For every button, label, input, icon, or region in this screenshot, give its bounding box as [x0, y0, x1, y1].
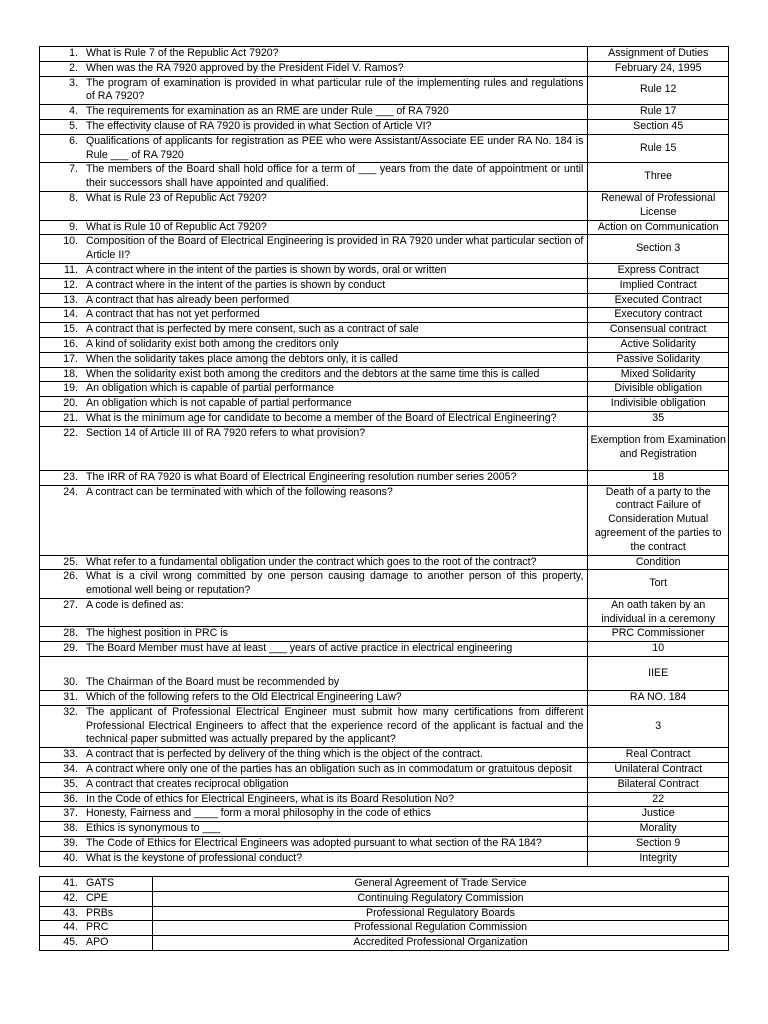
qa-row	[40, 691, 729, 706]
qa-row	[40, 627, 729, 642]
question-number: 6.	[69, 134, 78, 147]
question-cell	[40, 278, 588, 293]
abbreviation-row	[40, 891, 729, 906]
question-number: 29.	[63, 642, 78, 655]
qa-row	[40, 134, 729, 163]
question-cell	[40, 134, 588, 163]
question-text: The requirements for examination as an RME are under Rule ___ of RA 7920	[86, 105, 449, 118]
answer-cell: 3	[588, 705, 729, 747]
question-text: In the Code of ethics for Electrical Engineers, what is its Board Resolution No?	[86, 792, 455, 805]
qa-row	[40, 278, 729, 293]
question-number: 38.	[63, 822, 78, 835]
answer-cell: Active Solidarity	[588, 337, 729, 352]
qa-row	[40, 426, 729, 470]
meaning-cell: General Agreement of Trade Service	[153, 877, 729, 892]
abbreviation-number: 42.	[63, 891, 78, 904]
abbreviation-cell	[40, 906, 153, 921]
question-text: A contract where only one of the parties has an obligation such as in commodatum or gratuitous deposit	[86, 763, 572, 776]
qa-row	[40, 367, 729, 382]
qa-row	[40, 411, 729, 426]
abbreviation-row	[40, 921, 729, 936]
qa-row	[40, 235, 729, 264]
question-text: What refer to a fundamental obligation under the contract which goes to the root of the contract?	[86, 555, 537, 568]
question-cell	[40, 807, 588, 822]
answer-cell: Tort	[588, 570, 729, 599]
question-number: 35.	[63, 777, 78, 790]
question-number: 16.	[63, 337, 78, 350]
answer-cell: Implied Contract	[588, 278, 729, 293]
qa-row	[40, 642, 729, 657]
question-cell	[40, 598, 588, 627]
qa-row	[40, 777, 729, 792]
question-cell	[40, 235, 588, 264]
question-text: Ethics is synonymous to ___	[86, 822, 221, 835]
answer-cell: Consensual contract	[588, 323, 729, 338]
qa-row	[40, 323, 729, 338]
question-cell	[40, 61, 588, 76]
qa-row	[40, 61, 729, 76]
abbreviation-cell	[40, 877, 153, 892]
qa-row	[40, 263, 729, 278]
qa-row	[40, 105, 729, 120]
abbreviation-text: CPE	[86, 891, 108, 904]
qa-row	[40, 47, 729, 62]
question-cell	[40, 382, 588, 397]
question-number: 24.	[63, 485, 78, 498]
question-number: 14.	[63, 308, 78, 321]
qa-row	[40, 748, 729, 763]
abbreviation-text: PRC	[86, 921, 109, 934]
question-number: 19.	[63, 382, 78, 395]
question-cell	[40, 47, 588, 62]
question-text: Composition of the Board of Electrical Engineering is provided in RA 7920 under what particular section of Article II?	[86, 235, 584, 262]
answer-cell: Bilateral Contract	[588, 777, 729, 792]
answer-cell: Rule 12	[588, 76, 729, 105]
question-number: 25.	[63, 555, 78, 568]
question-number: 28.	[63, 627, 78, 640]
question-number: 36.	[63, 792, 78, 805]
qa-row	[40, 397, 729, 412]
question-text: A contract can be terminated with which of the following reasons?	[86, 485, 393, 498]
question-number: 21.	[63, 411, 78, 424]
abbreviation-number: 45.	[63, 936, 78, 949]
abbreviation-number: 41.	[63, 877, 78, 889]
question-cell	[40, 352, 588, 367]
question-text: A contract where in the intent of the parties is shown by words, oral or written	[86, 263, 447, 276]
question-number: 23.	[63, 470, 78, 483]
answer-cell: 18	[588, 470, 729, 485]
answer-cell: Real Contract	[588, 748, 729, 763]
question-number: 2.	[69, 61, 78, 74]
question-cell	[40, 555, 588, 570]
question-text: What is the keystone of professional conduct?	[86, 851, 303, 864]
qa-row	[40, 191, 729, 220]
question-number: 7.	[69, 163, 78, 176]
question-cell	[40, 470, 588, 485]
question-text: A contract that is perfected by mere consent, such as a contract of sale	[86, 323, 419, 336]
answer-cell: Section 9	[588, 837, 729, 852]
abbreviation-table	[39, 876, 729, 951]
qa-row	[40, 807, 729, 822]
answer-cell: 35	[588, 411, 729, 426]
meaning-cell: Accredited Professional Organization	[153, 936, 729, 951]
question-cell	[40, 570, 588, 599]
answer-cell: An oath taken by an individual in a ceremony	[588, 598, 729, 627]
qa-row	[40, 705, 729, 747]
question-number: 3.	[69, 76, 78, 89]
abbreviation-number: 43.	[63, 906, 78, 919]
question-number: 22.	[63, 426, 78, 439]
question-number: 34.	[63, 763, 78, 776]
answer-cell: Justice	[588, 807, 729, 822]
abbreviation-text: PRBs	[86, 906, 114, 919]
question-cell	[40, 263, 588, 278]
answer-cell: Death of a party to the contract Failure of Consideration Mutual agreement of the parties to the contract	[588, 485, 729, 555]
meaning-cell: Continuing Regulatory Commission	[153, 891, 729, 906]
question-cell	[40, 426, 588, 470]
question-text: The Board Member must have at least ___ years of active practice in electrical engineering	[86, 642, 513, 655]
question-text: The members of the Board shall hold office for a term of ___ years from the date of appointment or until their successors shall have appointed and qualified.	[86, 163, 584, 190]
question-number: 5.	[69, 119, 78, 132]
abbreviation-number: 44.	[63, 921, 78, 934]
answer-cell: PRC Commissioner	[588, 627, 729, 642]
question-text: Section 14 of Article III of RA 7920 refers to what provision?	[86, 426, 366, 439]
answer-cell: Integrity	[588, 851, 729, 866]
qa-row	[40, 163, 729, 192]
question-number: 31.	[63, 691, 78, 704]
qa-row	[40, 119, 729, 134]
question-text: The applicant of Professional Electrical Engineer must submit how many certifications from different Professional Electrical Engineers to affect that the experience record of the applicant is factual and the technical paper submitted was actually prepared by the applicant?	[86, 705, 584, 746]
answer-cell: Section 3	[588, 235, 729, 264]
question-cell	[40, 792, 588, 807]
question-cell	[40, 837, 588, 852]
question-number: 27.	[63, 598, 78, 611]
question-text: A contract that has already been performed	[86, 293, 290, 306]
abbreviation-cell	[40, 936, 153, 951]
question-number: 4.	[69, 105, 78, 118]
qa-table	[39, 46, 729, 867]
question-text: A code is defined as:	[86, 598, 184, 611]
question-cell	[40, 367, 588, 382]
answer-cell: 22	[588, 792, 729, 807]
question-number: 30.	[63, 676, 78, 689]
answer-cell: Renewal of Professional License	[588, 191, 729, 220]
answer-cell: RA NO. 184	[588, 691, 729, 706]
qa-row	[40, 763, 729, 778]
question-cell	[40, 763, 588, 778]
answer-cell: Express Contract	[588, 263, 729, 278]
question-text: What is Rule 23 of Republic Act 7920?	[86, 191, 267, 204]
answer-cell: Executed Contract	[588, 293, 729, 308]
question-number: 20.	[63, 397, 78, 410]
question-text: A contract where in the intent of the parties is shown by conduct	[86, 278, 386, 291]
question-text: When the solidarity exist both among the creditors and the debtors at the same time this is called	[86, 367, 540, 380]
qa-row	[40, 837, 729, 852]
question-cell	[40, 105, 588, 120]
qa-row	[40, 352, 729, 367]
question-number: 12.	[63, 278, 78, 291]
question-number: 33.	[63, 748, 78, 761]
question-cell	[40, 485, 588, 555]
question-text: The Chairman of the Board must be recommended by	[86, 676, 340, 689]
question-number: 15.	[63, 323, 78, 336]
question-cell	[40, 691, 588, 706]
question-number: 10.	[63, 235, 78, 248]
answer-cell: Rule 15	[588, 134, 729, 163]
question-cell	[40, 191, 588, 220]
question-number: 17.	[63, 352, 78, 365]
question-number: 39.	[63, 837, 78, 850]
question-number: 26.	[63, 570, 78, 583]
question-number: 18.	[63, 367, 78, 380]
meaning-cell: Professional Regulation Commission	[153, 921, 729, 936]
qa-row	[40, 470, 729, 485]
qa-row	[40, 570, 729, 599]
question-cell	[40, 627, 588, 642]
qa-row	[40, 485, 729, 555]
answer-cell: Divisible obligation	[588, 382, 729, 397]
question-cell	[40, 119, 588, 134]
answer-cell: February 24, 1995	[588, 61, 729, 76]
question-cell	[40, 397, 588, 412]
question-text: The Code of Ethics for Electrical Engineers was adopted pursuant to what section of the RA 184?	[86, 837, 542, 850]
question-number: 11.	[64, 263, 78, 276]
abbreviation-row	[40, 936, 729, 951]
qa-row	[40, 792, 729, 807]
question-text: Honesty, Fairness and ____ form a moral philosophy in the code of ethics	[86, 807, 431, 820]
answer-cell: Assignment of Duties	[588, 47, 729, 62]
qa-row	[40, 822, 729, 837]
meaning-cell: Professional Regulatory Boards	[153, 906, 729, 921]
question-cell	[40, 293, 588, 308]
question-cell	[40, 851, 588, 866]
question-text: The effectivity clause of RA 7920 is provided in what Section of Article VI?	[86, 119, 432, 132]
answer-cell: Unilateral Contract	[588, 763, 729, 778]
answer-cell: Condition	[588, 555, 729, 570]
abbreviation-cell	[40, 891, 153, 906]
answer-cell: Three	[588, 163, 729, 192]
abbreviation-row	[40, 906, 729, 921]
answer-cell: Mixed Solidarity	[588, 367, 729, 382]
question-text: Which of the following refers to the Old Electrical Engineering Law?	[86, 691, 402, 704]
question-text: The program of examination is provided in what particular rule of the implementing rules and regulations of RA 7920?	[86, 76, 584, 103]
question-text: An obligation which is capable of partial performance	[86, 382, 334, 395]
question-text: The highest position in PRC is	[86, 627, 228, 640]
question-cell	[40, 748, 588, 763]
question-cell	[40, 76, 588, 105]
question-cell	[40, 308, 588, 323]
question-number: 32.	[63, 705, 78, 718]
question-text: What is Rule 7 of the Republic Act 7920?	[86, 47, 279, 59]
abbreviation-table-body	[40, 877, 729, 951]
abbreviation-text: APO	[86, 936, 109, 949]
abbreviation-text: GATS	[86, 877, 115, 889]
qa-row	[40, 220, 729, 235]
qa-row	[40, 308, 729, 323]
answer-cell: 10	[588, 642, 729, 657]
question-number: 9.	[69, 220, 78, 233]
question-cell	[40, 220, 588, 235]
question-number: 8.	[69, 191, 78, 204]
answer-cell: Action on Communication	[588, 220, 729, 235]
question-text: When the solidarity takes place among the debtors only, it is called	[86, 352, 398, 365]
question-cell	[40, 163, 588, 192]
question-number: 1.	[69, 47, 78, 59]
question-text: Qualifications of applicants for registration as PEE who were Assistant/Associate EE under RA No. 184 is Rule ___ of RA 7920	[86, 134, 584, 161]
question-text: A kind of solidarity exist both among the creditors only	[86, 337, 339, 350]
question-cell	[40, 705, 588, 747]
question-text: A contract that has not yet performed	[86, 308, 260, 321]
answer-cell: Rule 17	[588, 105, 729, 120]
qa-row	[40, 851, 729, 866]
answer-cell: Executory contract	[588, 308, 729, 323]
qa-row	[40, 598, 729, 627]
abbreviation-cell	[40, 921, 153, 936]
question-text: What is a civil wrong committed by one person causing damage to another person of this property, emotional well being or reputation?	[86, 570, 584, 597]
question-cell	[40, 657, 588, 691]
question-cell	[40, 642, 588, 657]
answer-cell: Section 45	[588, 119, 729, 134]
qa-row	[40, 337, 729, 352]
qa-row	[40, 657, 729, 691]
qa-row	[40, 382, 729, 397]
question-text: What is the minimum age for candidate to become a member of the Board of Electrical Engineering?	[86, 411, 557, 424]
qa-row	[40, 293, 729, 308]
question-text: What is Rule 10 of Republic Act 7920?	[86, 220, 267, 233]
qa-row	[40, 555, 729, 570]
question-cell	[40, 777, 588, 792]
answer-cell: Passive Solidarity	[588, 352, 729, 367]
qa-row	[40, 76, 729, 105]
question-number: 40.	[63, 851, 78, 864]
abbreviation-row	[40, 877, 729, 892]
question-cell	[40, 411, 588, 426]
question-text: A contract that is perfected by delivery of the thing which is the object of the contract.	[86, 748, 483, 761]
answer-cell: Morality	[588, 822, 729, 837]
answer-cell: Exemption from Examination and Registration	[588, 426, 729, 470]
qa-table-body	[40, 47, 729, 867]
question-text: An obligation which is not capable of partial performance	[86, 397, 352, 410]
answer-cell: Indivisible obligation	[588, 397, 729, 412]
question-text: When was the RA 7920 approved by the President Fidel V. Ramos?	[86, 61, 404, 74]
question-text: A contract that creates reciprocal obligation	[86, 777, 289, 790]
question-text: The IRR of RA 7920 is what Board of Electrical Engineering resolution number series 2005?	[86, 470, 517, 483]
question-cell	[40, 822, 588, 837]
question-cell	[40, 323, 588, 338]
question-number: 13.	[63, 293, 78, 306]
question-cell	[40, 337, 588, 352]
question-number: 37.	[63, 807, 78, 820]
answer-cell: IIEE	[588, 657, 729, 691]
